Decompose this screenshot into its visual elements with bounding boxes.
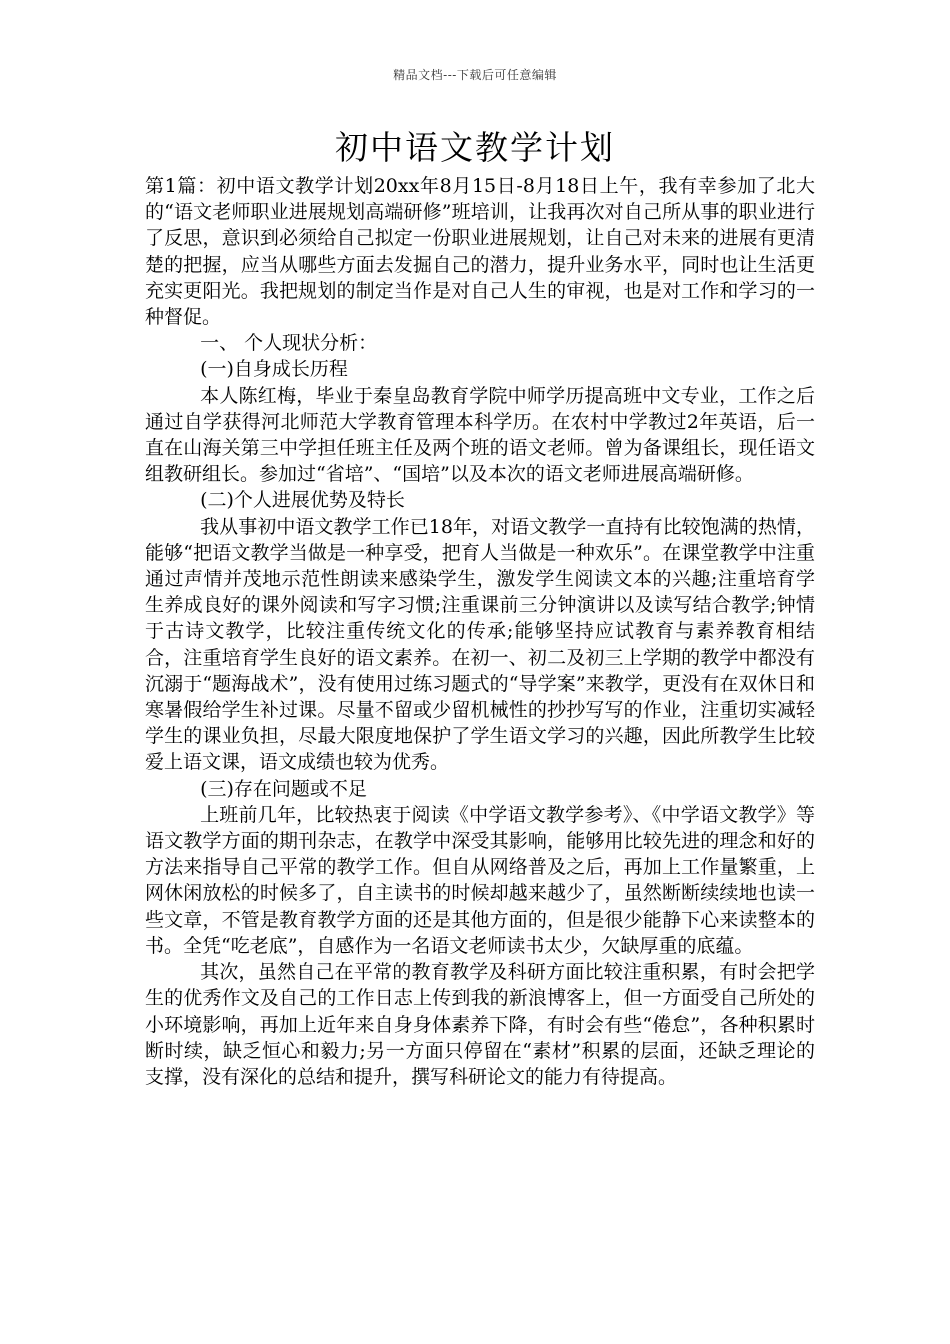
body-paragraph: 其次，虽然自己在平常的教育教学及科研方面比较注重积累，有时会把学生的优秀作文及自己的工作日志上传到我的新浪博客上，但一方面受自己所处的小环境影响，再加上近年来自身身体素养下降，有时会有些“倦怠”，各种积累时断时续，缺乏恒心和毅力;另一方面只停留在“素材”积累的层面，还缺乏理论的支撑，没有深化的总结和提升，撰写科研论文的能力有待提高。 (145, 961, 815, 1088)
page-header-note: 精品文档---下载后可任意编辑 (393, 68, 557, 82)
subsection-heading-3: (三)存在问题或不足 (200, 777, 367, 800)
document-title: 初中语文教学计划 (335, 128, 615, 167)
body-paragraph: 本人陈红梅，毕业于秦皇岛教育学院中师学历提高班中文专业，工作之后通过自学获得河北师范大学教育管理本科学历。在农村中学教过2年英语，后一直在山海关第三中学担任班主任及两个班的语文老师。曾为备课组长，现任语文组教研组长。参加过“省培”、“国培”以及本次的语文老师进展高端研修。 (145, 384, 815, 486)
section-heading-1: 一、 个人现状分析： (200, 332, 378, 355)
intro-paragraph: 第1篇：初中语文教学计划20xx年8月15日-8月18日上午，我有幸参加了北大的“语文老师职业进展规划高端研修”班培训，让我再次对自己所从事的职业进行了反思，意识到必须给自己拟定一份职业进展规划，让自己对未来的进展有更清楚的把握，应当从哪些方面去发掘自己的潜力，提升业务水平，同时也让生活更充实更阳光。我把规划的制定当作是对自己人生的审视，也是对工作和学习的一种督促。 (145, 175, 815, 329)
body-paragraph: 上班前几年，比较热衷于阅读《中学语文教学参考》、《中学语文教学》等语文教学方面的期刊杂志，在教学中深受其影响，能够用比较先进的理念和好的方法来指导自己平常的教学工作。但自从网络普及之后，再加上工作量繁重，上网休闲放松的时候多了，自主读书的时候却越来越少了，虽然断断续续地也读一些文章，不管是教育教学方面的还是其他方面的，但是很少能静下心来读整本的书。全凭“吃老底”，自感作为一名语文老师读书太少，欠缺厚重的底蕴。 (145, 803, 815, 957)
document-body (145, 173, 815, 1090)
subsection-heading-1: (一)自身成长历程 (200, 358, 348, 381)
subsection-heading-2: (二)个人进展优势及特长 (200, 489, 405, 512)
body-paragraph: 我从事初中语文教学工作已18年，对语文教学一直持有比较饱满的热情，能够“把语文教学当做是一种享受，把育人当做是一种欢乐”。在课堂教学中注重通过声情并茂地示范性朗读来感染学生，激发学生阅读文本的兴趣;注重培育学生养成良好的课外阅读和写字习惯;注重课前三分钟演讲以及读写结合教学;钟情于古诗文教学，比较注重传统文化的传承;能够坚持应试教育与素养教育相结合，注重培育学生良好的语文素养。在初一、初二及初三上学期的教学中都没有沉溺于“题海战术”，没有使用过练习题式的“导学案”来教学，更没有在双休日和寒暑假给学生补过课。尽量不留或少留机械性的抄抄写写的作业，注重切实减轻学生的课业负担，尽最大限度地保护了学生语文学习的兴趣，因此所教学生比较爱上语文课，语文成绩也较为优秀。 (145, 515, 815, 774)
